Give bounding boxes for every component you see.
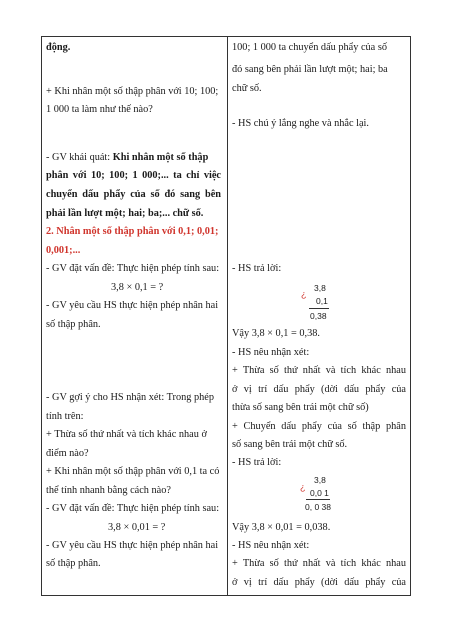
calc2-result: 0, 0 38 bbox=[305, 502, 331, 512]
left-line-14: - GV gợi ý cho HS nhận xét: Trong phép bbox=[46, 392, 215, 403]
right-line-3: chữ số. bbox=[232, 83, 262, 94]
calc1-result: 0,38 bbox=[310, 311, 327, 321]
left-line-23: số thập phân. bbox=[46, 558, 101, 569]
right-line-2: đó sang bên phải lần lượt một; hai; ba bbox=[232, 64, 388, 75]
calc2-factor-b: 0,0 1 bbox=[310, 488, 329, 498]
column-divider bbox=[227, 37, 228, 595]
left-expr-1: 3,8 × 0,1 = ? bbox=[111, 282, 164, 293]
section-heading-2-cont: 0,001;... bbox=[46, 245, 81, 256]
left-line-7: phải lần lượt một; hai; ba;... chữ số. bbox=[46, 208, 204, 219]
left-line-4 bbox=[46, 151, 208, 164]
left-line-1: động. bbox=[46, 42, 71, 53]
right-line-13: - HS trả lời: bbox=[232, 457, 282, 468]
multiply-mark-1: ¿ bbox=[301, 289, 307, 299]
left-line-19: thể tính nhanh bằng cách nào? bbox=[46, 485, 171, 496]
right-line-10: thừa số sang bên trái một chữ số) bbox=[232, 402, 369, 413]
calc1-factor-b: 0,1 bbox=[316, 296, 328, 306]
left-line-4a: - GV khái quát: bbox=[46, 152, 113, 163]
right-line-7: - HS nêu nhận xét: bbox=[232, 347, 310, 358]
multiply-mark-2: ¿ bbox=[300, 482, 306, 492]
left-line-18: + Khi nhân một số thập phân với 0,1 ta có bbox=[46, 466, 220, 477]
section-heading-2: 2. Nhân một số thập phân với 0,1; 0,01; bbox=[46, 226, 219, 237]
calc2-rule bbox=[306, 499, 330, 500]
right-line-16: + Thừa số thứ nhất và tích khác nhau bbox=[232, 558, 406, 569]
left-line-5: phân với 10; 100; 1 000;... ta chỉ việc bbox=[46, 170, 221, 181]
right-line-14: Vậy 3,8 × 0,01 = 0,038. bbox=[232, 522, 331, 533]
left-line-3: 1 000 ta làm như thế nào? bbox=[46, 104, 153, 115]
left-line-15: tính trên: bbox=[46, 411, 84, 422]
left-line-13: số thập phân. bbox=[46, 319, 101, 330]
left-line-22: - GV yêu cầu HS thực hiện phép nhân hai bbox=[46, 540, 219, 551]
right-line-4: - HS chú ý lắng nghe và nhắc lại. bbox=[232, 118, 369, 129]
left-line-17: điểm nào? bbox=[46, 448, 89, 459]
left-expr-2: 3,8 × 0,01 = ? bbox=[108, 522, 166, 533]
left-line-4b: Khi nhân một số thập bbox=[112, 152, 209, 163]
right-line-5: - HS trả lời: bbox=[232, 263, 282, 274]
right-line-8: + Thừa số thứ nhất và tích khác nhau bbox=[232, 365, 406, 376]
right-line-17: ở vị trí dấu phẩy (dời dấu phẩy của bbox=[232, 577, 406, 588]
right-line-12: số sang bên trái một chữ số. bbox=[232, 439, 348, 450]
right-line-11: + Chuyển dấu phẩy của số thập phân bbox=[232, 421, 406, 432]
calc1-factor-a: 3,8 bbox=[314, 283, 326, 293]
right-line-9: ở vị trí dấu phẩy (dời dấu phẩy của bbox=[232, 384, 406, 395]
left-line-20: - GV đặt vấn đề: Thực hiện phép tính sau: bbox=[46, 503, 220, 514]
left-line-12: - GV yêu cầu HS thực hiện phép nhân hai bbox=[46, 300, 219, 311]
calc1-rule bbox=[309, 308, 329, 309]
right-line-15: - HS nêu nhận xét: bbox=[232, 540, 310, 551]
calc2-factor-a: 3,8 bbox=[314, 475, 326, 485]
left-line-16: + Thừa số thứ nhất và tích khác nhau ở bbox=[46, 429, 207, 440]
left-line-10: - GV đặt vấn đề: Thực hiện phép tính sau: bbox=[46, 263, 220, 274]
right-line-1: 100; 1 000 ta chuyển dấu phẩy của số bbox=[232, 42, 387, 53]
right-line-6: Vậy 3,8 × 0,1 = 0,38. bbox=[232, 328, 320, 339]
left-line-2: + Khi nhân một số thập phân với 10; 100; bbox=[46, 86, 219, 97]
left-line-6: chuyển dấu phẩy của số đó sang bên bbox=[46, 189, 221, 200]
